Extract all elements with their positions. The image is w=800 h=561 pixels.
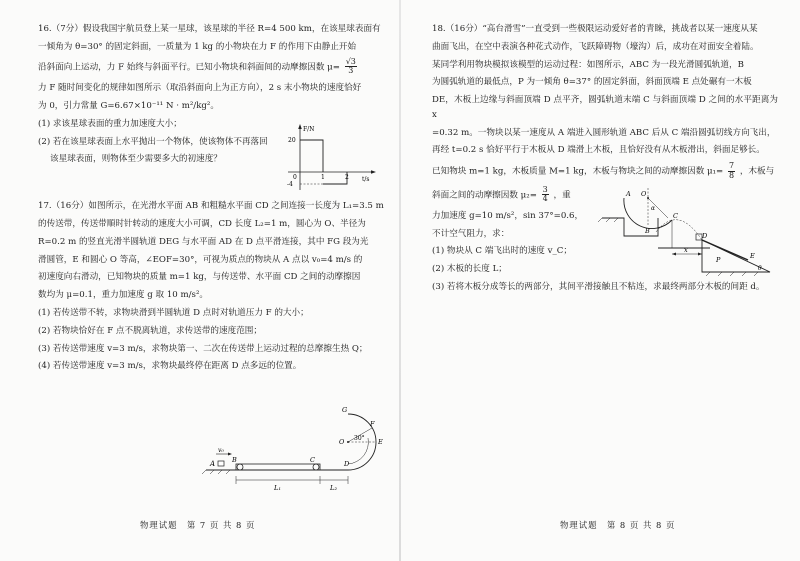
q16-line-1: 16.（7分）假设我国宇航员登上某一星球，该星球的半径 R=4 500 km，在该星球表面有: [38, 24, 381, 34]
q18-line-9b: ，重: [553, 190, 571, 201]
q17-line-4: 滑圆管，E 和圆心 O 等高，∠EOF=30°，可视为质点的物块从 A 点以 v₀=4 m/s 的: [38, 254, 363, 265]
q18-label-P: P: [716, 256, 721, 264]
q18-label-D: D: [702, 232, 708, 240]
q16-graph-x2: 2: [345, 174, 349, 181]
q18-sub-1: (1) 物块从 C 端飞出时的速度 v_C；: [432, 246, 572, 257]
q16-sub-2: (2) 若在该星球表面上水平抛出一个物体，使该物体不再落回: [38, 136, 268, 147]
q18-line-8a: 已知物块 m=1 kg，木板质量 M=1 kg，木板与物块之间的动摩擦因数 μ₁=: [432, 166, 724, 177]
q18-line-2: 曲面飞出，在空中表演各种花式动作，飞跃障碍物（壕沟）后，成功在对面安全着陆。: [432, 41, 759, 52]
q16-graph-x1: 1: [321, 174, 325, 181]
q17-line-5: 初速度向右滑动，已知物块的质量 m=1 kg，与传送带、水平面 CD 之间的动摩擦因: [38, 272, 361, 283]
q16-graph-ytop: 20: [288, 137, 296, 144]
q18-label-B: B: [645, 227, 650, 235]
q18-line-8: [432, 162, 778, 180]
q18-mu2-num: 3: [542, 185, 548, 195]
q18-mu2-den: 4: [542, 194, 548, 204]
q18-line-6: =0.32 m。一物块以某一速度从 A 端进入圆形轨道 ABC 后从 C 端沿圆弧切线方向飞出，: [432, 127, 776, 138]
q17-line-6: 数均为 μ=0.1，重力加速度 g 取 10 m/s²。: [38, 290, 208, 301]
q17-label-L1: L₁: [274, 484, 281, 492]
footer-page-8: 物理试题 第 8 页 共 8 页: [560, 520, 676, 530]
q16-line-2: 一倾角为 θ=30° 的固定斜面，一质量为 1 kg 的小物块在力 F 的作用下由静止开始: [38, 41, 357, 52]
q17-line-3: R=0.2 m 的竖直光滑半圆轨道 DEG 与水平面 AD 在 D 点平滑连接，其中 FG 段为光: [38, 236, 369, 247]
q16-graph-ylabel: F/N: [303, 126, 315, 133]
q17-label-D: D: [344, 460, 350, 468]
q17-line-1: 17.（16分）如图所示，在光滑水平面 AB 和粗糙水平面 CD 之间连接一长度为 L₁=3.5 m: [38, 201, 384, 212]
q18-mu1-den: 8: [728, 170, 735, 180]
q17-label-A: A: [210, 460, 216, 468]
q18-line-8b: ，木板与: [739, 166, 775, 177]
q17-label-E: E: [378, 438, 383, 446]
q16-graph-origin: 0: [293, 174, 297, 181]
q18-sub-3: (3) 若将木板分成等长的两部分，其间平滑接触且不粘连，求最终两部分木板的间距 d。: [432, 281, 765, 292]
q16-graph-ybottom: -4: [287, 181, 293, 188]
q16-sub-2b: 该星球表面，则物体至少需要多大的初速度？: [50, 154, 222, 165]
q16-sub-1: (1) 求该星球表面的重力加速度大小；: [38, 118, 182, 129]
footer-page-7: 物理试题 第 7 页 共 8 页: [140, 520, 256, 530]
q18-mu1-fraction: [728, 162, 735, 180]
question-17: [38, 199, 388, 374]
q18-line-3: 某同学利用物块模拟该模型的运动过程：如图所示，ABC 为一段光滑圆弧轨道，B: [432, 59, 744, 70]
q16-mu-fraction: [345, 58, 357, 76]
q18-line-4: 为圆弧轨道的最低点，P 为一倾角 θ=37° 的固定斜面，斜面顶端 E 点处碾有一木板: [432, 77, 752, 88]
q16-force-time-graph: [278, 122, 378, 204]
q17-sub-2: (2) 若物块恰好在 F 点不脱离轨道，求传送带的速度范围；: [38, 325, 262, 336]
q16-mu-num: √3: [345, 56, 356, 66]
q16-graph-xlabel: t/s: [362, 176, 370, 183]
q17-label-v0: v₀: [218, 447, 224, 454]
q18-sub-2: (2) 木板的长度 L；: [432, 264, 507, 275]
question-16: [38, 22, 388, 188]
q17-label-C: C: [310, 456, 315, 464]
q16-line-4: 力 F 随时间变化的规律如图所示（取沿斜面向上为正方向），2 s 末小物块的速度恰好: [38, 83, 362, 94]
q18-label-E: E: [750, 252, 755, 260]
q17-label-angle: 30°: [354, 435, 365, 442]
q18-label-A: A: [626, 190, 631, 198]
q18-label-theta: θ: [758, 265, 762, 272]
q16-line-3-text: 沿斜面向上运动，力 F 始终与斜面平行。已知小物块和斜面间的动摩擦因数 μ=: [38, 61, 340, 72]
q16-line-5: 为 0，引力常量 G=6.67×10⁻¹¹ N · m²/kg²。: [38, 101, 219, 112]
q17-sub-1: (1) 若传送带不转，求物块滑到半圆轨道 D 点时对轨道压力 F 的大小；: [38, 307, 309, 318]
q17-label-O: O: [339, 438, 345, 446]
q18-line-1: 18.（16分）“高台滑雪”一直受到一些极限运动爱好者的青睐，挑战者以某一速度从某: [432, 24, 758, 34]
q18-label-C: C: [673, 212, 678, 220]
q17-sub-3: (3) 若传送带速度 v=3 m/s，求物块第一、二次在传送带上运动过程的总摩擦生热 Q；: [38, 343, 368, 354]
left-page: [38, 22, 388, 377]
q18-label-x: x: [684, 246, 688, 254]
q18-ski-jump-figure: [598, 184, 778, 276]
q17-conveyor-figure: [196, 400, 392, 496]
q18-line-9a: 斜面之间的动摩擦因数 μ₂=: [432, 190, 537, 201]
q18-line-10: 力加速度 g=10 m/s²，sin 37°=0.6，: [432, 210, 584, 221]
q17-label-L2: L₂: [330, 484, 337, 492]
q18-mu2-fraction: [542, 186, 549, 204]
q16-line-3: [38, 58, 388, 76]
q18-line-7: 再经 t=0.2 s 恰好平行于木板从 D 端滑上木板，且恰好没有从木板滑出，斜面足够长。: [432, 145, 765, 156]
q18-line-11: 不计空气阻力，求：: [432, 228, 510, 239]
q18-label-O: O: [641, 190, 647, 198]
q18-line-5: DE，木板上边缘与斜面顶端 D 点平齐，圆弧轨道末端 C 与斜面顶端 D 之间的水平距离为 x: [432, 95, 778, 120]
q17-label-G: G: [342, 406, 348, 414]
q18-label-alpha: α: [651, 205, 656, 212]
q18-mu1-num: 7: [728, 161, 735, 171]
q17-sub-4: (4) 若传送带速度 v=3 m/s，求物块最终停在距离 D 点多远的位置。: [38, 361, 302, 372]
page-fold: [399, 0, 401, 561]
q17-label-F: F: [370, 420, 375, 428]
q16-mu-den: 3: [348, 65, 354, 75]
q17-label-B: B: [232, 456, 237, 464]
q17-line-2: 的传送带，传送带順时针转动的速度大小可调，CD 长度 L₂=1 m，圆心为 O、半径为: [38, 219, 366, 230]
